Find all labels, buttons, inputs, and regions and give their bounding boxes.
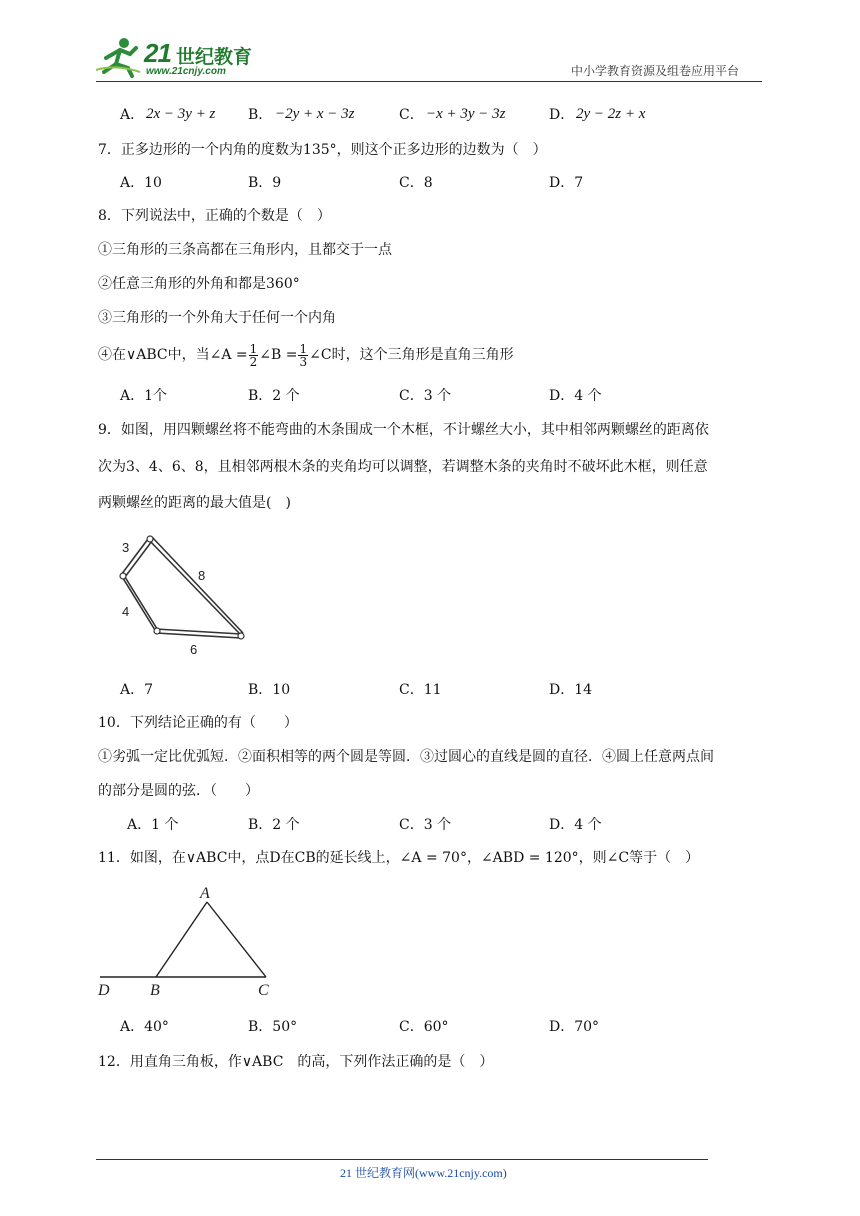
- q9-option-d: D．14: [549, 682, 593, 698]
- q8-s4-pre: ④在∨ABC中，当∠A =: [98, 347, 248, 363]
- q10-option-d: D．4 个: [549, 817, 602, 833]
- q6-option-d-label: D．: [549, 107, 575, 123]
- q8-statement-1: ①三角形的三条高都在三角形内，且都交于一点: [98, 242, 392, 258]
- q11-option-d: D．70°: [549, 1019, 600, 1035]
- q11-option-b: B．50°: [248, 1019, 298, 1035]
- q6-option-c-label: C．: [399, 107, 424, 123]
- q7-option-c: C．8: [399, 175, 433, 191]
- q8-s4-post: ∠C时，这个三角形是直角三角形: [309, 347, 514, 363]
- q11-option-c: C．60°: [399, 1019, 449, 1035]
- q12-stem: 12．用直角三角板，作∨ABC 的高，下列作法正确的是（ ）: [98, 1054, 494, 1070]
- q11-stem: 11．如图，在∨ABC中，点D在CB的延长线上，∠A = 70°，∠ABD = 120°，则∠C等于（ ）: [98, 850, 700, 866]
- frame-label-6: 6: [190, 642, 198, 657]
- q11-option-a: A．40°: [120, 1019, 169, 1035]
- q7-option-a: A．10: [120, 175, 162, 191]
- q7-stem: 7．正多边形的一个内角的度数为135°，则这个正多边形的边数为（ ）: [98, 142, 547, 158]
- q9-option-a: A．7: [120, 682, 154, 698]
- q8-s4-mid: ∠B =: [259, 347, 298, 363]
- frac-num: 1: [299, 341, 308, 356]
- q7-option-b: B．9: [248, 175, 282, 191]
- frame-label-4: 4: [122, 604, 130, 619]
- q6-option-a-label: A．: [120, 107, 145, 123]
- header-title: 中小学教育资源及组卷应用平台: [571, 64, 740, 78]
- q9-stem-line-1: 9．如图，用四颗螺丝将不能弯曲的木条围成一个木框，不计螺丝大小，其中相邻两颗螺丝的距离依: [98, 422, 709, 438]
- logo: [96, 36, 266, 80]
- q10-statements-line-1: ①劣弧一定比优弧短．②面积相等的两个圆是等圆．③过圆心的直线是圆的直径．④圆上任意两点间: [98, 749, 714, 765]
- vertex-label-c: C: [258, 982, 269, 999]
- q9-stem-line-3: 两颗螺丝的距离的最大值是( ): [98, 495, 291, 511]
- q6-option-a: 2x − 3y + z: [146, 106, 216, 122]
- q8-statement-4: [98, 340, 514, 370]
- footer-text: 21 世纪教育网(www.21cnjy.com): [340, 1166, 507, 1180]
- q7-option-d: D．7: [549, 175, 584, 191]
- q6-option-c: −x + 3y − 3z: [426, 106, 506, 122]
- wooden-frame-figure: [110, 528, 255, 663]
- fraction-third: [298, 343, 308, 368]
- q10-option-b: B．2 个: [248, 817, 300, 833]
- vertex-label-b: B: [150, 982, 160, 999]
- q6-option-d: 2y − 2z + x: [576, 106, 646, 122]
- q6-option-b: −2y + x − 3z: [275, 106, 355, 122]
- vertex-label-d: D: [98, 982, 110, 999]
- q10-option-c: C．3 个: [399, 817, 452, 833]
- q10-statements-line-2: 的部分是圆的弦．（ ）: [98, 783, 259, 799]
- q8-option-c: C．3 个: [399, 388, 452, 404]
- triangle-figure: [96, 884, 286, 999]
- runner-logo-icon: [96, 36, 144, 78]
- q9-stem-line-2: 次为3、4、6、8，且相邻两根木条的夹角均可以调整，若调整木条的夹角时不破坏此木框，则任意: [98, 459, 708, 475]
- q10-option-a: A．1 个: [127, 817, 179, 833]
- frac-den: 2: [249, 354, 258, 369]
- frac-num: 1: [249, 341, 258, 356]
- frame-label-3: 3: [122, 540, 130, 555]
- vertex-label-a: A: [200, 885, 210, 902]
- q8-statement-2: ②任意三角形的外角和都是360°: [98, 276, 300, 292]
- q8-stem: 8．下列说法中，正确的个数是（ ）: [98, 208, 331, 224]
- q8-option-a: A．1个: [120, 388, 168, 404]
- q8-option-d: D．4 个: [549, 388, 602, 404]
- logo-url: www.21cnjy.com: [146, 66, 226, 77]
- q6-option-b-label: B．: [248, 107, 273, 123]
- q10-stem: 10．下列结论正确的有（ ）: [98, 715, 298, 731]
- logo-number: 21: [144, 38, 171, 68]
- frac-den: 3: [299, 354, 308, 369]
- q8-statement-3: ③三角形的一个外角大于任何一个内角: [98, 310, 336, 326]
- logo-text: 世纪教育: [176, 46, 253, 68]
- header-divider: [96, 81, 762, 82]
- q9-option-b: B．10: [248, 682, 291, 698]
- fraction-half: [249, 343, 259, 368]
- footer-divider: [96, 1159, 708, 1160]
- q8-option-b: B．2 个: [248, 388, 300, 404]
- q9-option-c: C．11: [399, 682, 442, 698]
- frame-label-8: 8: [198, 568, 206, 583]
